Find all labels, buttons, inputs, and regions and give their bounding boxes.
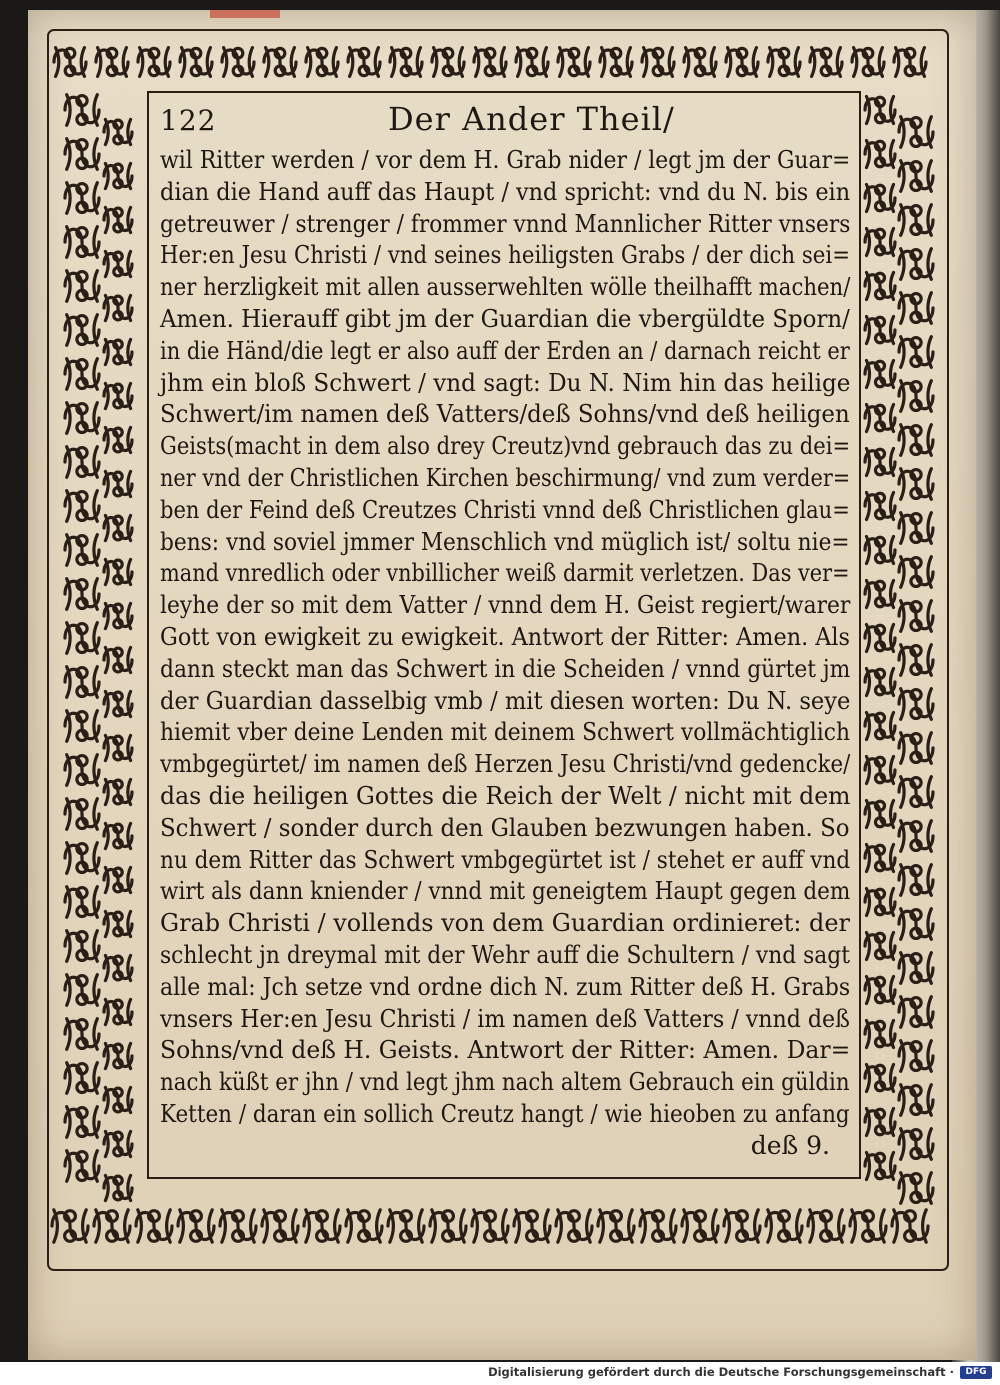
text-line: dian die Hand auff das Haupt / vnd spricht: vnd du N. bis ein bbox=[160, 176, 851, 206]
text-line: Geists(macht in dem also drey Creutz)vnd gebrauch das zu dei= bbox=[160, 431, 851, 461]
text-line: Schwert/im namen deß Vatters/deß Sohns/vnd deß heiligen bbox=[160, 399, 850, 429]
text-line: bens: vnd soviel jmmer Menschlich vnd müglich ist/ soltu nie= bbox=[160, 526, 850, 556]
page-text bbox=[160, 100, 860, 1162]
funding-credit: Digitalisierung gefördert durch die Deutsche Forschungsgemeinschaft · bbox=[488, 1365, 954, 1379]
text-line: Gott von ewigkeit zu ewigkeit. Antwort der Ritter: Amen. Als bbox=[160, 621, 850, 651]
body-text bbox=[160, 144, 860, 1130]
text-line: Her:en Jesu Christi / vnd seines heiligsten Grabs / der dich sei= bbox=[160, 240, 851, 270]
text-line: jhm ein bloß Schwert / vnd sagt: Du N. Nim hin das heilige bbox=[160, 367, 851, 397]
text-line: nu dem Ritter das Schwert vmbgegürtet ist / stehet er auff vnd bbox=[160, 844, 851, 874]
text-line: ner vnd der Christlichen Kirchen beschirmung/ vnd zum verder= bbox=[160, 462, 851, 492]
text-line: Amen. Hierauff gibt jm der Guardian die vbergüldte Sporn/ bbox=[160, 303, 850, 333]
text-line: mand vnredlich oder vnbillicher weiß darmit verletzen. Das ver= bbox=[160, 558, 850, 588]
dfg-logo: DFG bbox=[960, 1366, 992, 1379]
text-line: Ketten / daran ein sollich Creutz hangt / wie hieoben zu anfang bbox=[160, 1098, 850, 1128]
text-line: in die Händ/die legt er also auff der Erden an / darnach reicht er bbox=[160, 335, 850, 365]
text-line: Schwert / sonder durch den Glauben bezwungen haben. So bbox=[160, 812, 850, 842]
text-line: schlecht jn dreymal mit der Wehr auff die Schultern / vnd sagt bbox=[160, 939, 850, 969]
catchword: deß 9. bbox=[750, 1130, 830, 1160]
text-line: das die heiligen Gottes die Reich der Welt / nicht mit dem bbox=[160, 780, 851, 810]
text-line: vmbgegürtet/ im namen deß Herzen Jesu Christi/vnd gedencke/ bbox=[160, 749, 851, 779]
text-line: wil Ritter werden / vor dem H. Grab nider / legt jm der Guar= bbox=[160, 145, 851, 174]
digitization-footer bbox=[0, 1362, 1000, 1385]
text-line: der Guardian dasselbig vmb / mit diesen worten: Du N. seye bbox=[160, 685, 851, 715]
text-line: getreuwer / strenger / frommer vnnd Mannlicher Ritter vnsers bbox=[160, 208, 851, 238]
text-line: dann steckt man das Schwert in die Scheiden / vnnd gürtet jm bbox=[160, 653, 851, 683]
page-number: 122 bbox=[160, 104, 217, 137]
text-line: leyhe der so mit dem Vatter / vnnd dem H. Geist regiert/warer bbox=[160, 590, 851, 620]
text-line: nach küßt er jhn / vnd legt jhm nach altem Gebrauch ein güldin bbox=[160, 1067, 850, 1097]
text-line: alle mal: Jch setze vnd ordne dich N. zum Ritter deß H. Grabs bbox=[160, 971, 851, 1001]
text-line: ben der Feind deß Creutzes Christi vnnd deß Christlichen glau= bbox=[160, 494, 850, 524]
text-line: Sohns/vnd deß H. Geists. Antwort der Ritter: Amen. Dar= bbox=[160, 1035, 851, 1065]
text-line: Grab Christi / vollends von dem Guardian ordinieret: der bbox=[160, 908, 850, 938]
text-line: vnsers Her:en Jesu Christi / im namen deß Vatters / vnnd deß bbox=[160, 1003, 850, 1033]
text-line: ner herzligkeit mit allen ausserwehlten wölle theilhafft machen/ bbox=[160, 272, 851, 302]
running-head: Der Ander Theil/ bbox=[388, 100, 675, 138]
text-line: hiemit vber deine Lenden mit deinem Schwert vollmächtiglich bbox=[160, 717, 850, 747]
page-header bbox=[160, 100, 860, 144]
text-line: wirt als dann kniender / vnnd mit geneigtem Haupt gegen dem bbox=[160, 876, 851, 906]
